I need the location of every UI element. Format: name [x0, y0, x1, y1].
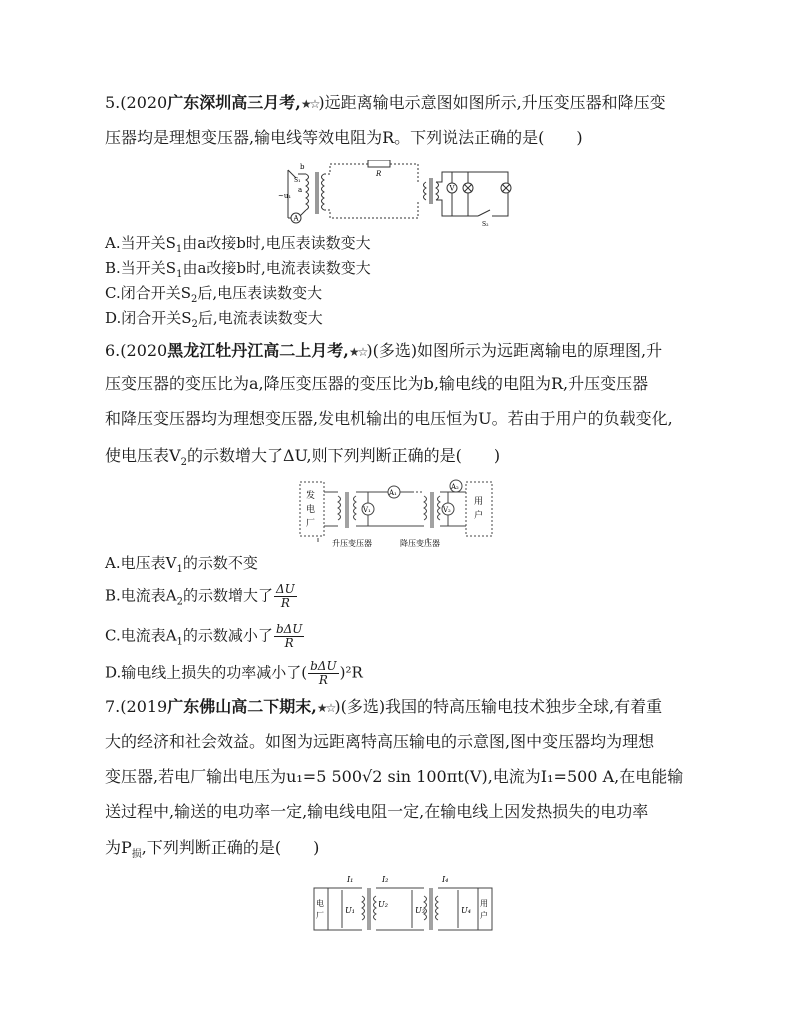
q5-label-a: a	[298, 186, 303, 194]
q6-circuit-figure	[298, 478, 496, 548]
q7-plant-char1: 电	[316, 899, 324, 908]
q5-option-d: D.闭合开关$S_2$后,电流表读数变大	[105, 309, 323, 330]
q6-option-b: B.电流表$A_2$的示数增大了 $\frac{\Delta U}{R}$	[105, 582, 295, 610]
q7-circuit-figure	[312, 872, 496, 934]
q6-source-place: 黑龙江牡丹江高二上月考,	[167, 341, 349, 360]
q6-option-d: D.输电线上损失的功率减小了( $\frac{\text{bΔU}}{R}$ )²R	[105, 659, 363, 687]
q6-v2-label: V₂	[443, 506, 451, 514]
q6-step-up-label: 升压变压器	[332, 539, 372, 548]
q6-difficulty-stars: ★☆	[348, 345, 367, 359]
q5-label-s1: S₁	[294, 177, 301, 184]
q7-number: 7.	[105, 697, 121, 716]
q5-source-year: (2020	[120, 93, 168, 112]
q7-user-char2: 户	[480, 911, 488, 920]
q6-stem-line2: 压变压器的变压比为a,降压变压器的变压比为b,输电线的电阻为R,升压变压器	[105, 374, 649, 393]
q6-option-a: A.电压表$V_1$的示数不变	[105, 554, 258, 575]
q6-plant-char1: 发	[306, 491, 316, 501]
q7-user-char1: 用	[480, 899, 488, 908]
q5-ammeter-label: A	[293, 214, 299, 223]
q6-v1-label: V₁	[363, 506, 371, 514]
q5-stem-line2: 压器均是理想变压器,输电线等效电阻为R。下列说法正确的是( )	[105, 128, 583, 147]
q5-label-b: b	[300, 163, 305, 171]
q7-stem-line2: 大的经济和社会效益。如图为远距离特高压输电的示意图,图中变压器均为理想	[105, 732, 655, 751]
q6-option-b-fraction: $\frac{\Delta U}{R}$	[276, 582, 295, 610]
q6-plant-char2: 电	[306, 505, 316, 515]
q6-step-down-label: 降压变压器	[400, 539, 440, 548]
q7-plant-char2: 厂	[316, 911, 324, 920]
q6-option-c: C.电流表$A_1$的示数减小了 $\frac{\text{bΔU}}{R}$	[105, 622, 303, 650]
q5-stem-line1: 5.(2020广东深圳高三月考,★☆)远距离输电示意图如图所示,升压变压器和降压变	[105, 93, 666, 112]
q7-u2-label: U₂	[378, 900, 388, 909]
q7-stem-line5: 为$P_损$,下列判断正确的是( )	[105, 838, 320, 861]
q6-option-d-fraction: $\frac{\text{bΔU}}{R}$	[310, 659, 337, 687]
q5-option-a: A.当开关$S_1$由a改接b时,电压表读数变大	[105, 234, 371, 255]
q5-number: 5.	[105, 93, 121, 112]
q6-stem-line3: 和降压变压器均为理想变压器,发电机输出的电压恒为U。若由于用户的负载变化,	[105, 409, 673, 428]
q6-option-c-fraction: $\frac{\text{bΔU}}{R}$	[275, 622, 303, 650]
q7-u1-label: U₁	[345, 906, 355, 915]
q6-user-char2: 户	[474, 511, 484, 521]
q7-difficulty-stars: ★☆	[316, 701, 335, 715]
q6-stem-line4: 使电压表$V_2$的示数增大了ΔU,则下列判断正确的是( )	[105, 446, 501, 469]
q6-a1-label: A₁	[389, 489, 397, 497]
q6-number: 6.	[105, 341, 121, 360]
q5-circuit-figure	[278, 160, 518, 228]
q6-stem-line1: 6.(2020黑龙江牡丹江高二上月考,★☆)(多选)如图所示为远距离输电的原理图,升	[105, 341, 663, 360]
q5-resistor-label: R	[376, 170, 382, 178]
q5-label-u1: ~u₁	[278, 192, 292, 200]
q7-stem-line1: 7.(2019广东佛山高二下期末,★☆)(多选)我国的特高压输电技术独步全球,有着重	[105, 697, 663, 716]
q5-difficulty-stars: ★☆	[300, 97, 319, 111]
q7-source-place: 广东佛山高二下期末,	[167, 697, 317, 716]
q6-user-char1: 用	[474, 497, 484, 507]
q6-a2-label: A₂	[451, 483, 459, 491]
q7-u3-label: U₃	[415, 906, 425, 915]
q5-option-b: B.当开关$S_1$由a改接b时,电流表读数变大	[105, 259, 371, 280]
q5-option-c: C.闭合开关$S_2$后,电压表读数变大	[105, 284, 323, 305]
q7-i1-label: I₁	[347, 875, 354, 884]
q7-u4-label: U₄	[461, 906, 471, 915]
q7-i2-label: I₂	[382, 875, 389, 884]
q7-i4-label: I₄	[442, 875, 449, 884]
q7-stem-line3: 变压器,若电厂输出电压为u₁=5 500√2 sin 100πt(V),电流为I₁=500 A,在电能输	[105, 767, 684, 786]
q5-voltmeter-label: V	[449, 184, 455, 193]
q5-source-place: 广东深圳高三月考,	[167, 93, 301, 112]
q5-switch-s2-label: S₂	[482, 221, 489, 228]
q6-plant-char3: 厂	[306, 519, 316, 529]
q7-stem-line4: 送过程中,输送的电功率一定,输电线电阻一定,在输电线上因发热损失的电功率	[105, 802, 649, 821]
